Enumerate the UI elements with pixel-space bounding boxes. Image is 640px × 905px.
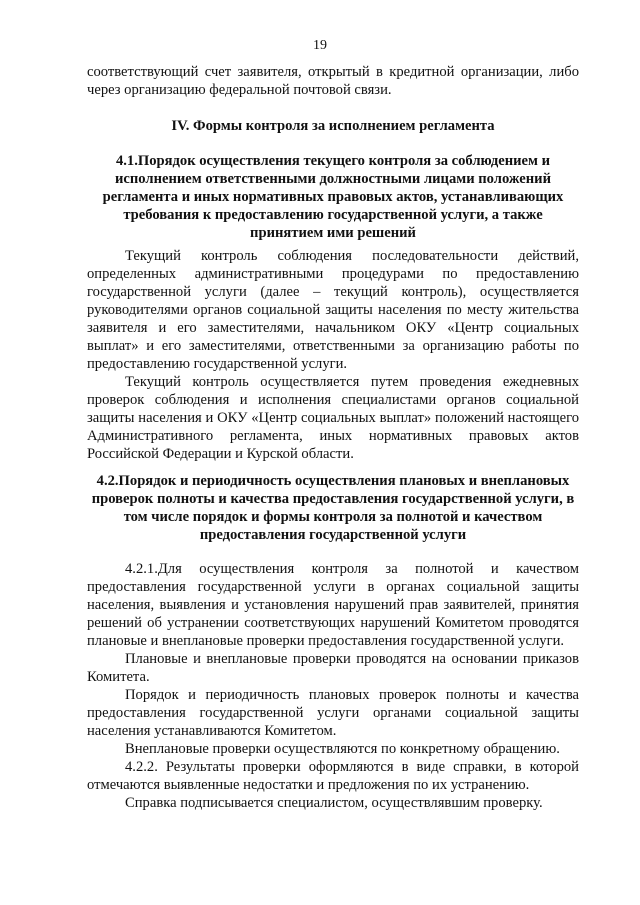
section-title (87, 117, 579, 135)
paragraph: Текущий контроль осуществляется путем проведения ежедневных проверок соблюдения и исполнения специалистами органов социальной защиты населения и ОКУ «Центр социальных выплат» положений настоящего Административного регламента, иных нормативных правовых актов Российской Федерации и Курской области. (87, 374, 579, 462)
paragraph: 4.2.1.Для осуществления контроля за полнотой и качеством предоставления государственной услуги в органах социальной защиты населения, выявления и установления нарушений прав заявителей, принятия решений об устранении соответствующих нарушений Комитетом проводятся плановые и внеплановые проверки предоставления государственной услуги. (87, 561, 579, 649)
subsection-1-body (87, 247, 579, 463)
subsection-1-title-text: 4.1.Порядок осуществления текущего контроля за соблюдением и исполнением ответственными должностными лицами положений регламента и иных нормативных правовых актов, устанавливающих требования к предоставлению государственной услуги, а также принятием ими решений (102, 153, 564, 241)
subsection-2-body (87, 560, 579, 812)
continuation-text: соответствующий счет заявителя, открытый в кредитной организации, либо через организацию федеральной почтовой связи. (87, 64, 579, 98)
paragraph: Справка подписывается специалистом, осуществлявшим проверку. (125, 795, 543, 811)
subsection-2-title (87, 472, 579, 544)
paragraph: Внеплановые проверки осуществляются по конкретному обращению. (125, 741, 560, 757)
paragraph: Плановые и внеплановые проверки проводятся на основании приказов Комитета. (87, 651, 579, 685)
subsection-2-title-text: 4.2.Порядок и периодичность осуществления плановых и внеплановых проверок полноты и качества предоставления государственной услуги, в том числе порядок и формы контроля за полнотой и качеством предоставления государственной услуги (91, 473, 575, 543)
continuation-paragraph (87, 63, 579, 99)
page-number: 19 (313, 38, 327, 53)
subsection-1-title (87, 152, 579, 242)
paragraph: Текущий контроль соблюдения последовательности действий, определенных административными процедурами по предоставлению государственной услуги (далее – текущий контроль), осуществляется руководителями органов социальной защиты населения по месту жительства заявителя и его заместителями, начальником ОКУ «Центр социальных выплат» и его заместителями, ответственными за организацию работы по предоставлению государственной услуги. (87, 248, 579, 372)
section-title-text: IV. Формы контроля за исполнением регламента (171, 118, 495, 134)
paragraph: 4.2.2. Результаты проверки оформляются в виде справки, в которой отмечаются выявленные недостатки и предложения по их устранению. (87, 759, 579, 793)
paragraph: Порядок и периодичность плановых проверок полноты и качества предоставления государственной услуги органами социальной защиты населения устанавливаются Комитетом. (87, 687, 579, 739)
